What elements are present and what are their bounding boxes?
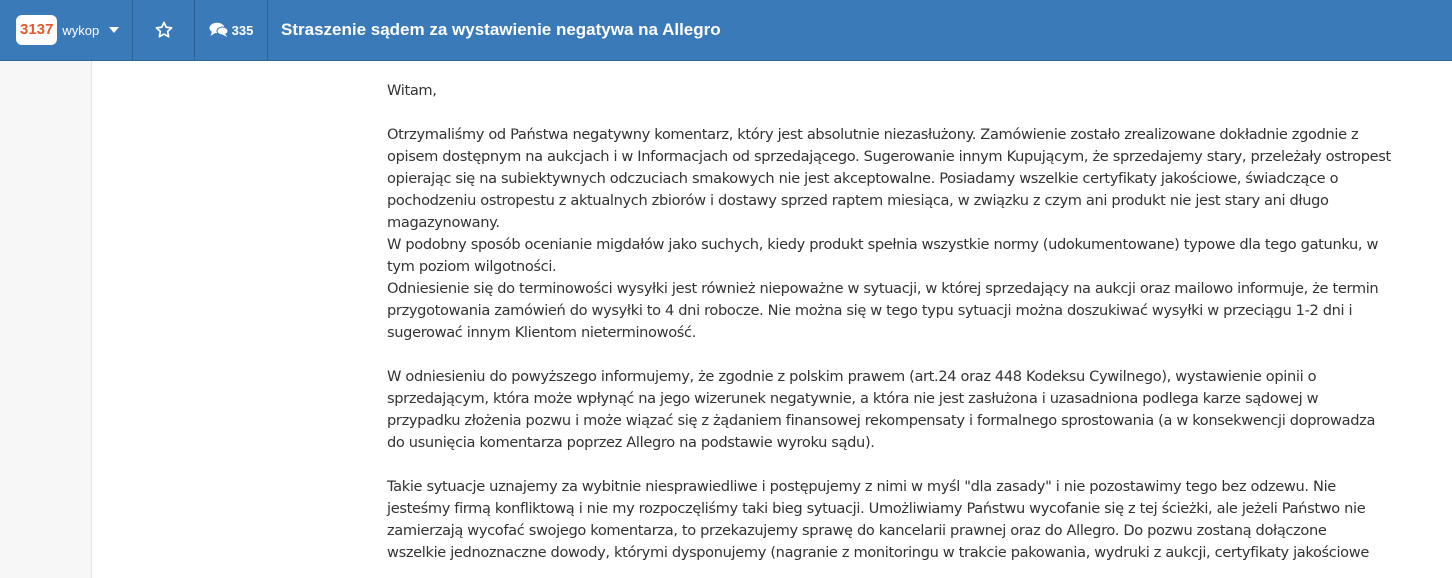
article-line: sugerować innym Klientom nieterminowość. [387,324,697,341]
comments-button[interactable] [195,0,268,60]
article-line: opisem dostępnym na aukcjach i w Informacjach od sprzedającego. Sugerowanie innym Kupującym, że sprzedajemy stary, przeleżały ostropest [387,148,1391,165]
greeting: Witam, [387,82,437,99]
article-line: magazynowany. [387,214,500,231]
vote-button[interactable] [0,0,133,60]
vote-count[interactable]: 3137 [16,15,57,45]
article-line: Odniesienie się do terminowości wysyłki jest również niepoważne w sytuacji, w której sprzedający na aukcji oraz mailowo informuje, że termin [387,280,1379,297]
favorite-button[interactable] [133,0,195,60]
comments-count[interactable]: 335 [231,22,254,38]
article-line: zamierzają wycofać swojego komentarza, to przekazujemy sprawę do kancelarii prawnej oraz do Allegro. Do pozwu zostaną dołączone [387,522,1327,539]
article-line: tym poziom wilgotności. [387,258,557,275]
star-icon[interactable] [154,20,174,40]
article-line: Takie sytuacje uznajemy za wybitnie niesprawiedliwe i postępujemy z nimi w myśl "dla zasady" i nie pozostawimy tego bez odzewu. Nie [387,478,1336,495]
article-line: do usunięcia komentarza poprzez Allegro na podstawie wyroku sądu). [387,434,875,451]
article-line: pochodzeniu ostropestu z aktualnych zbiorów i dostawy sprzed raptem miesiąca, w związku z czym ani produkt nie jest stary ani długo [387,192,1329,209]
page-title[interactable]: Straszenie sądem za wystawienie negatywa na Allegro [281,20,721,39]
comments-icon [209,22,229,38]
article-line: przygotowania zamówień do wysyłki to 4 dni robocze. Nie można się w tego typu sytuacji można doszukiwać wysyłki w przeciągu 1-2 dni i [387,302,1353,319]
article-line: przypadku złożenia pozwu i może wiązać się z żądaniem finansowej rekompensaty i formalnego sprostowania (a w konsekwencji doprowadza [387,412,1376,429]
top-bar [0,0,1452,61]
article-line: W odniesieniu do powyższego informujemy, że zgodnie z polskim prawem (art.24 oraz 448 Kodeksu Cywilnego), wystawienie opinii o [387,368,1317,385]
caret-down-icon[interactable] [109,27,119,33]
vote-label[interactable]: wykop [62,22,100,38]
article-line: Otrzymaliśmy od Państwa negatywny komentarz, który jest absolutnie niezasłużony. Zamówienie zostało zrealizowane dokładnie zgodnie z [387,126,1359,143]
article-line: wszelkie jednoznaczne dowody, którymi dysponujemy (nagranie z monitoringu w trakcie pakowania, wydruki z aukcji, certyfikaty jakościowe [387,544,1369,561]
article-line: W podobny sposób ocenianie migdałów jako suchych, kiedy produkt spełnia wszystkie normy (udokumentowane) typowe dla tego gatunku, w [387,236,1379,253]
article-line: jesteśmy firmą konfliktową i nie my rozpoczęliśmy taki bieg sytuacji. Umożliwiamy Państwu wycofanie się z tej ścieżki, ale jeżeli Państwo nie [387,500,1366,517]
article-line: sprzedającym, która może wpłynąć na jego wizerunek negatywnie, a która nie jest zasłużona i uzasadniona podlega karze sądowej w [387,390,1319,407]
article-line: opierając się na subiektywnych odczuciach smakowych nie jest akceptowalne. Posiadamy wszelkie certyfikaty jakościowe, świadczące o [387,170,1339,187]
article-body [387,80,1407,564]
left-gutter [0,61,92,578]
